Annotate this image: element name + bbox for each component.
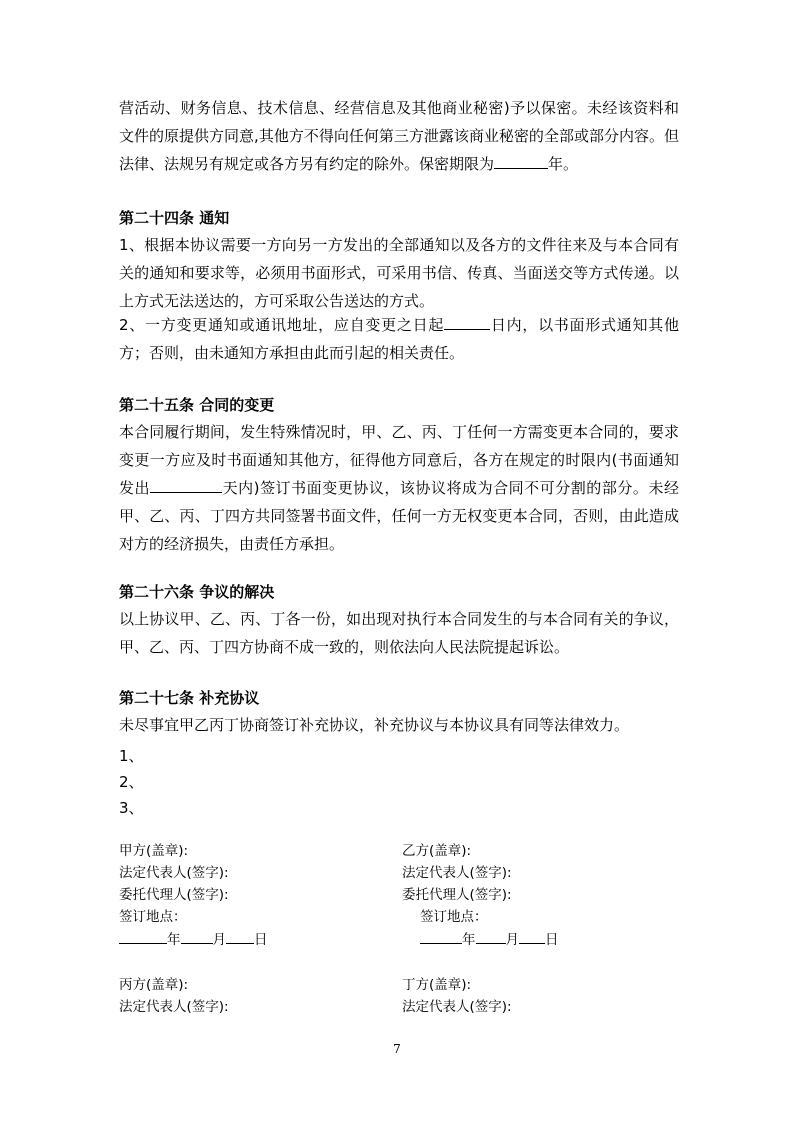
article-25-text: 本合同履行期间，发生特殊情况时，甲、乙、丙、丁任何一方需变更本合同的，要求变更一方应及时书面通知其他方，征得他方同意后，各方在规定的时限内(书面通知发出 <box>119 423 679 497</box>
party-c-seal: 丙方(盖章): <box>119 977 189 993</box>
clause-2-text: 2、一方变更通知或通讯地址，应自变更之日起 <box>119 316 445 334</box>
article-25-paragraph <box>119 418 679 558</box>
blank-line <box>150 478 222 493</box>
party-b-agent: 委托代理人(签字): <box>402 887 512 903</box>
blank-line <box>444 315 490 330</box>
blank-line <box>420 929 462 944</box>
blank-line <box>494 154 548 169</box>
party-a-seal: 甲方(盖章): <box>119 843 189 859</box>
day-label: 日 <box>545 932 559 948</box>
article-27-heading: 第二十七条 补充协议 <box>119 689 260 707</box>
party-a-date <box>119 929 268 951</box>
day-label: 日 <box>254 932 268 948</box>
article-24-clause-1: 1、根据本协议需要一方向另一方发出的全部通知以及各方的文件往来及与本合同有关的通知和要求等，必须用书面形式，可采用书信、传真、当面送交等方式传递。以上方式无法送达的，方可采取公告送达的方式。 <box>119 236 679 310</box>
party-a-legal-rep: 法定代表人(签字): <box>119 865 229 881</box>
page-number: 7 <box>393 1042 401 1056</box>
blank-line <box>519 929 545 944</box>
article-24-heading: 第二十四条 通知 <box>119 209 230 227</box>
blank-line <box>181 929 213 944</box>
blank-line <box>476 929 506 944</box>
party-c-legal-rep: 法定代表人(签字): <box>119 999 229 1015</box>
confidentiality-text: 营活动、财务信息、技术信息、经营信息及其他商业秘密)予以保密。未经该资料和文件的原提供方同意,其他方不得向任何第三方泄露该商业秘密的全部或部分内容。但法律、法规另有规定或各方另有约定的除外。保密期限为 <box>119 99 679 173</box>
year-label: 年 <box>167 932 181 948</box>
party-d-legal-rep: 法定代表人(签字): <box>402 999 512 1015</box>
party-a-agent: 委托代理人(签字): <box>119 887 229 903</box>
article-27-paragraph: 未尽事宜甲乙丙丁协商签订补充协议，补充协议与本协议具有同等法律效力。 <box>119 716 630 734</box>
article-25-heading: 第二十五条 合同的变更 <box>119 396 275 414</box>
party-b-legal-rep: 法定代表人(签字): <box>402 865 512 881</box>
month-label: 月 <box>212 932 226 948</box>
article-26-heading: 第二十六条 争议的解决 <box>119 583 275 601</box>
party-b-signing-place: 签订地点： <box>420 909 488 925</box>
list-item: 1、 <box>119 747 144 765</box>
clause-2-text-end: 日内，以书面形式通知其他方；否则，由未通知方承担由此而引起的相关责任。 <box>119 316 679 362</box>
blank-line <box>119 929 167 944</box>
year-label: 年 <box>462 932 476 948</box>
party-a-signing-place: 签订地点： <box>119 909 187 925</box>
party-b-seal: 乙方(盖章): <box>402 843 472 859</box>
party-b-date <box>420 929 559 951</box>
article-26-paragraph: 以上协议甲、乙、丙、丁各一份，如出现对执行本合同发生的与本合同有关的争议，甲、乙、丙、丁四方协商不成一致的，则依法向人民法院提起诉讼。 <box>119 610 679 656</box>
confidentiality-text-end: 年。 <box>548 155 579 173</box>
list-item: 3、 <box>119 799 144 817</box>
list-item: 2、 <box>119 773 144 791</box>
party-d-seal: 丁方(盖章): <box>402 977 472 993</box>
month-label: 月 <box>505 932 519 948</box>
confidentiality-paragraph <box>119 94 679 178</box>
article-24-clause-2 <box>119 311 679 367</box>
blank-line <box>226 929 254 944</box>
article-25-text-end: 天内)签订书面变更协议，该协议将成为合同不可分割的部分。未经甲、乙、丙、丁四方共同签署书面文件，任何一方无权变更本合同，否则，由此造成对方的经济损失，由责任方承担。 <box>119 479 679 553</box>
